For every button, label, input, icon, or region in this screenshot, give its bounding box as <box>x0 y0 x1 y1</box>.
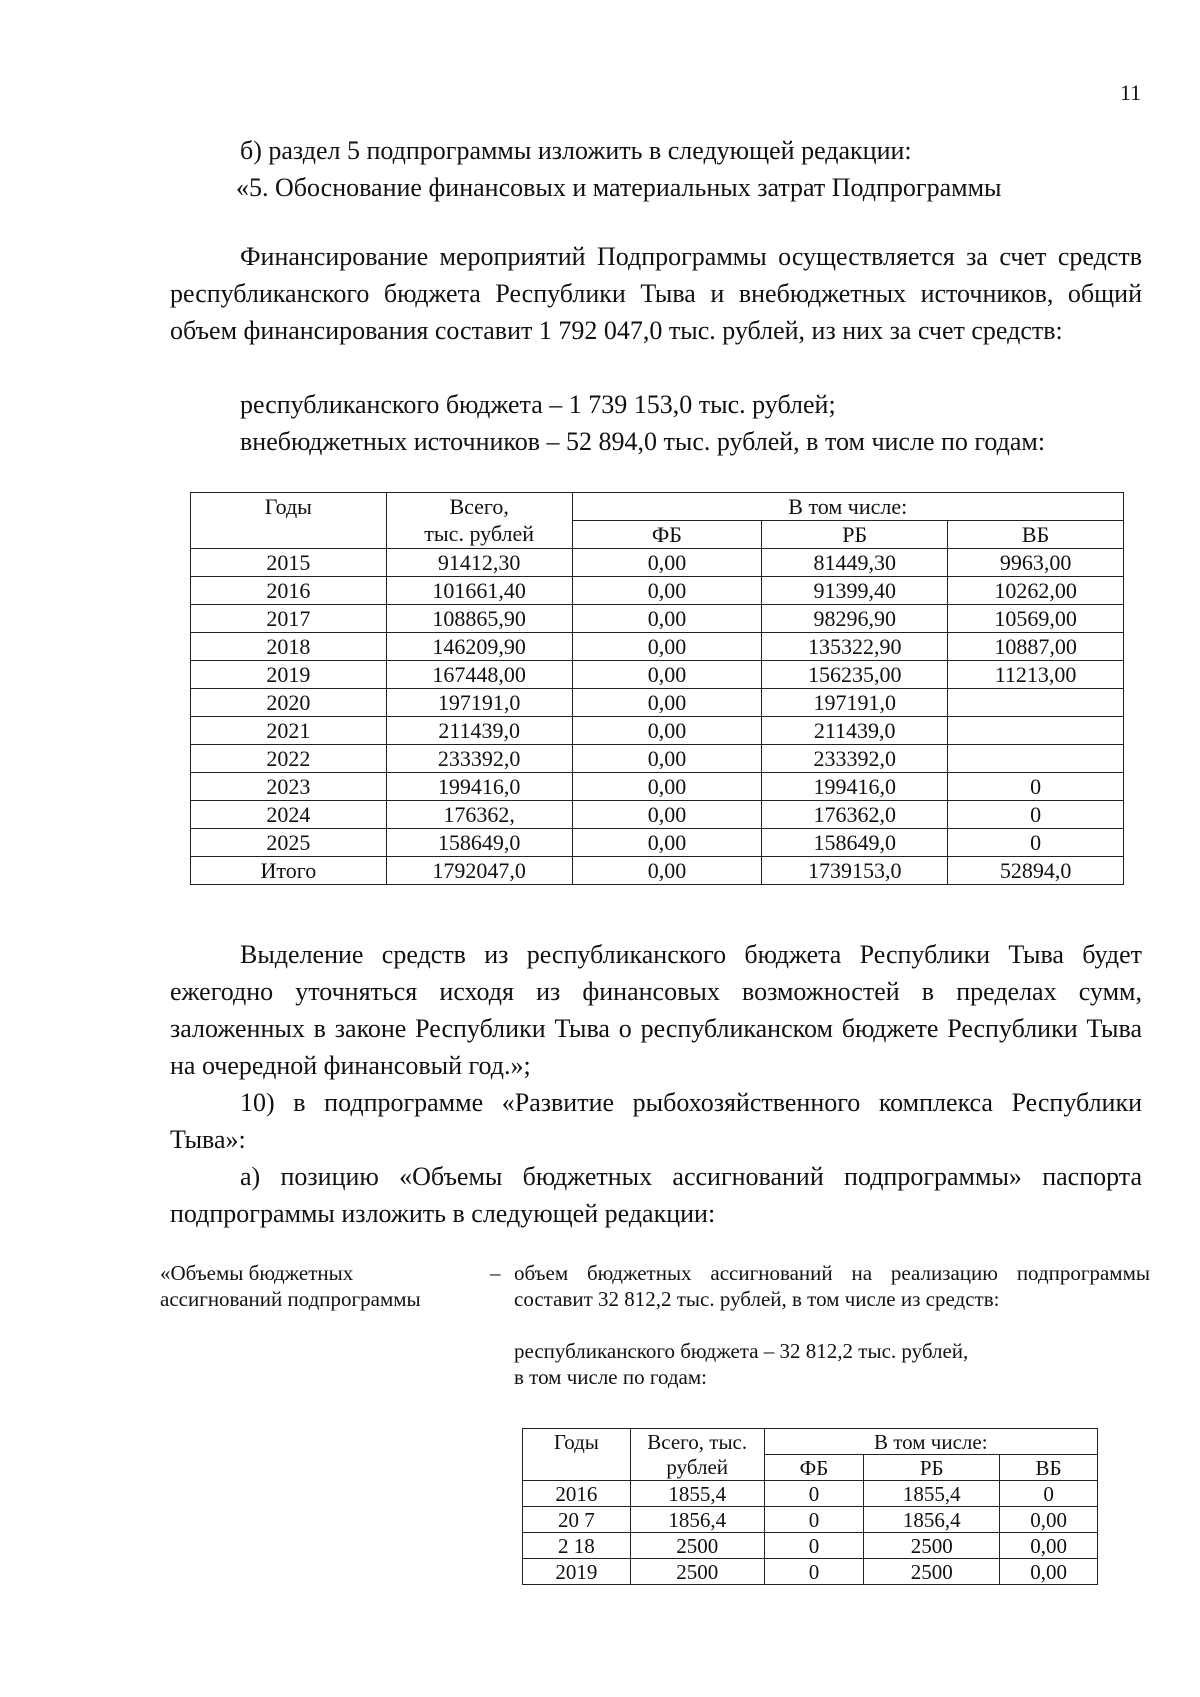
cell-year: 2021 <box>191 717 387 745</box>
cell-vb: 10262,00 <box>948 577 1124 605</box>
cell-year: 2022 <box>191 745 387 773</box>
table-row <box>191 829 1124 857</box>
table-row <box>191 773 1124 801</box>
cell-rb: 135322,90 <box>762 633 948 661</box>
cell-year: 2016 <box>523 1481 631 1507</box>
cell-fb: 0,00 <box>572 773 762 801</box>
cell-vb: 9963,00 <box>948 549 1124 577</box>
cell-rb: 199416,0 <box>762 773 948 801</box>
cell-total: 233392,0 <box>386 745 572 773</box>
cell-year: 2019 <box>191 661 387 689</box>
cell-rb: 1855,4 <box>864 1481 1000 1507</box>
allocation-paragraph: Выделение средств из республиканского бюджета Республики Тыва будет ежегодно уточняться исходя из финансовых возможностей в пределах сумм, заложенных в законе Республики Тыва о республиканском бюджете Республики Тыва на очередной финансовый год.»; <box>170 940 1142 1080</box>
cell-total: 108865,90 <box>386 605 572 633</box>
cell-vb: 0,00 <box>1000 1533 1098 1559</box>
cell-vb: 0,00 <box>1000 1559 1098 1585</box>
item-a: а) позицию «Объемы бюджетных ассигнований подпрограммы» паспорта подпрограммы изложить в следующей редакции: <box>170 1162 1142 1228</box>
header-including: В том числе: <box>764 1429 1097 1455</box>
table-row <box>191 605 1124 633</box>
cell-total: 146209,90 <box>386 633 572 661</box>
cell-total: 158649,0 <box>386 829 572 857</box>
table-row <box>523 1533 1098 1559</box>
header-rb: РБ <box>762 521 948 549</box>
table-header-row <box>523 1455 1098 1481</box>
cell-rb: 158649,0 <box>762 829 948 857</box>
cell-year: 2018 <box>191 633 387 661</box>
header-fb: ФБ <box>764 1455 864 1481</box>
cell-vb: 0 <box>948 801 1124 829</box>
table-row <box>191 661 1124 689</box>
cell-vb <box>948 689 1124 717</box>
cell-fb: 0,00 <box>572 633 762 661</box>
cell-fb: 0,00 <box>572 661 762 689</box>
header-including: В том числе: <box>572 493 1123 521</box>
table-row <box>191 689 1124 717</box>
table-row <box>191 633 1124 661</box>
cell-year: Итого <box>191 857 387 885</box>
cell-fb: 0,00 <box>572 605 762 633</box>
cell-year: 2024 <box>191 801 387 829</box>
cell-vb <box>948 717 1124 745</box>
intro-line-1: б) раздел 5 подпрограммы изложить в следующей редакции: <box>240 136 912 165</box>
passport-table <box>522 1428 1098 1585</box>
item-10: 10) в подпрограмме «Развитие рыбохозяйственного комплекса Республики Тыва»: <box>170 1088 1142 1154</box>
header-total-2: рублей <box>630 1455 764 1481</box>
passport-text: объем бюджетных ассигнований на реализацию подпрограммы составит 32 812,2 тыс. рублей, в том числе из средств: <box>514 1261 1150 1311</box>
cell-rb: 1856,4 <box>864 1507 1000 1533</box>
cell-vb: 0,00 <box>1000 1507 1098 1533</box>
cell-total: 2500 <box>630 1533 764 1559</box>
cell-total: 211439,0 <box>386 717 572 745</box>
header-rb: РБ <box>864 1455 1000 1481</box>
cell-year: 2016 <box>191 577 387 605</box>
cell-vb: 0 <box>948 829 1124 857</box>
cell-rb: 176362,0 <box>762 801 948 829</box>
header-total-1: Всего, тыс. <box>630 1429 764 1455</box>
cell-year: 20 7 <box>523 1507 631 1533</box>
cell-rb: 156235,00 <box>762 661 948 689</box>
cell-rb: 98296,90 <box>762 605 948 633</box>
table-row <box>523 1481 1098 1507</box>
cell-vb: 10569,00 <box>948 605 1124 633</box>
cell-total: 199416,0 <box>386 773 572 801</box>
cell-rb: 211439,0 <box>762 717 948 745</box>
cell-total: 91412,30 <box>386 549 572 577</box>
cell-year: 2023 <box>191 773 387 801</box>
passport-years-line: в том числе по годам: <box>514 1365 707 1389</box>
table-row <box>191 717 1124 745</box>
cell-year: 2017 <box>191 605 387 633</box>
cell-fb: 0,00 <box>572 549 762 577</box>
cell-fb: 0,00 <box>572 801 762 829</box>
header-total-1: Всего, <box>386 493 572 521</box>
passport-label: «Объемы бюджетных ассигнований подпрограммы <box>160 1261 421 1311</box>
cell-rb: 91399,40 <box>762 577 948 605</box>
cell-fb: 0 <box>764 1559 864 1585</box>
table-header-row <box>523 1429 1098 1455</box>
cell-vb: 11213,00 <box>948 661 1124 689</box>
vb-line: внебюджетных источников – 52 894,0 тыс. рублей, в том числе по годам: <box>240 427 1046 456</box>
cell-vb: 0 <box>1000 1481 1098 1507</box>
passport-dash: – <box>490 1261 501 1285</box>
cell-fb: 0 <box>764 1533 864 1559</box>
cell-fb: 0,00 <box>572 577 762 605</box>
cell-rb: 2500 <box>864 1559 1000 1585</box>
cell-total: 2500 <box>630 1559 764 1585</box>
header-total-2: тыс. рублей <box>386 521 572 549</box>
page-number: 11 <box>1120 80 1142 105</box>
cell-rb: 1739153,0 <box>762 857 948 885</box>
table-row <box>191 549 1124 577</box>
cell-fb: 0,00 <box>572 745 762 773</box>
table-header-row <box>191 493 1124 521</box>
cell-rb: 233392,0 <box>762 745 948 773</box>
cell-vb: 10887,00 <box>948 633 1124 661</box>
cell-total: 167448,00 <box>386 661 572 689</box>
header-fb: ФБ <box>572 521 762 549</box>
table-row <box>191 745 1124 773</box>
cell-year: 2 18 <box>523 1533 631 1559</box>
cell-vb <box>948 745 1124 773</box>
cell-total: 1792047,0 <box>386 857 572 885</box>
cell-vb: 0 <box>948 773 1124 801</box>
cell-year: 2025 <box>191 829 387 857</box>
cell-total: 197191,0 <box>386 689 572 717</box>
section-title: «5. Обоснование финансовых и материальных затрат Подпрограммы <box>236 173 1002 202</box>
table-row <box>523 1507 1098 1533</box>
passport-rb-line: республиканского бюджета – 32 812,2 тыс. рублей, <box>514 1339 969 1363</box>
cell-vb: 52894,0 <box>948 857 1124 885</box>
table-row <box>191 801 1124 829</box>
cell-total: 176362, <box>386 801 572 829</box>
cell-fb: 0,00 <box>572 689 762 717</box>
cell-total: 1855,4 <box>630 1481 764 1507</box>
header-years: Годы <box>523 1429 631 1455</box>
cell-fb: 0 <box>764 1481 864 1507</box>
cell-rb: 197191,0 <box>762 689 948 717</box>
cell-year: 2020 <box>191 689 387 717</box>
cell-fb: 0 <box>764 1507 864 1533</box>
table-row <box>523 1559 1098 1585</box>
cell-fb: 0,00 <box>572 829 762 857</box>
cell-year: 2015 <box>191 549 387 577</box>
header-vb: ВБ <box>948 521 1124 549</box>
header-years: Годы <box>191 493 387 521</box>
table-header-row <box>191 521 1124 549</box>
header-vb: ВБ <box>1000 1455 1098 1481</box>
cell-fb: 0,00 <box>572 717 762 745</box>
financing-table <box>190 492 1124 885</box>
cell-rb: 81449,30 <box>762 549 948 577</box>
table-row <box>191 857 1124 885</box>
cell-year: 2019 <box>523 1559 631 1585</box>
rb-line: республиканского бюджета – 1 739 153,0 тыс. рублей; <box>240 390 836 419</box>
cell-total: 101661,40 <box>386 577 572 605</box>
cell-fb: 0,00 <box>572 857 762 885</box>
table-row <box>191 577 1124 605</box>
financing-paragraph: Финансирование мероприятий Подпрограммы осуществляется за счет средств республиканского бюджета Республики Тыва и внебюджетных источников, общий объем финансирования составит 1 792 047,0 тыс. рублей, из них за счет средств: <box>170 242 1142 345</box>
cell-total: 1856,4 <box>630 1507 764 1533</box>
cell-rb: 2500 <box>864 1533 1000 1559</box>
